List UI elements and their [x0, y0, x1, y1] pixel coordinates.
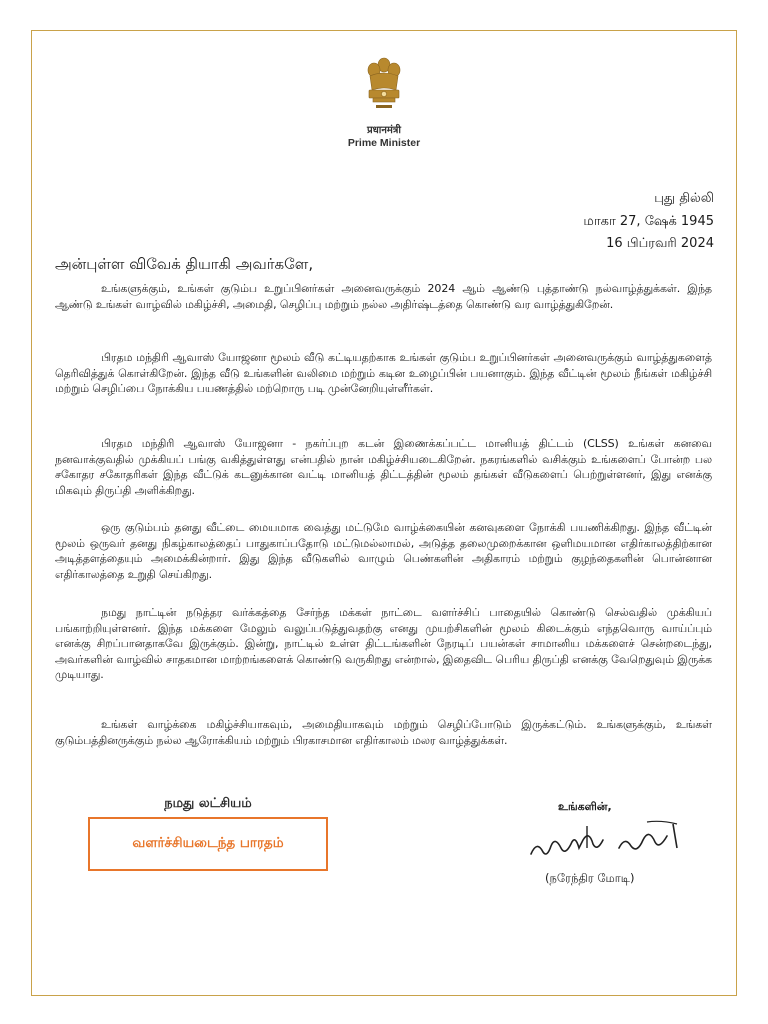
office-title-english: Prime Minister	[347, 137, 421, 149]
place-date-block	[583, 188, 714, 256]
goal-box	[88, 817, 328, 871]
signatory-name: (நரேந்திர மோடி)	[545, 871, 635, 885]
paragraph-6: உங்கள் வாழ்க்கை மகிழ்ச்சியாகவும், அமைதியாகவும் மற்றும் செழிப்போடும் இருக்கட்டும். உங்களுக்கும், உங்கள் குடும்பத்தினருக்கும் நல்ல ஆரோக்கியம் மற்றும் பிரகாசமான எதிர்காலம் மலர வாழ்த்துக்கள்.	[55, 718, 712, 747]
gregorian-date: 16 பிப்ரவரி 2024	[606, 236, 714, 251]
paragraph-4: ஒரு குடும்பம் தனது வீட்டை மையமாக வைத்து மட்டுமே வாழ்க்கையின் கனவுகளை நோக்கி பயணிக்கிறது. இந்த வீட்டின் மூலம் ஒருவர் தனது நிகழ்காலத்தைப் பாதுகாப்பதோடு மட்டுமல்லாமல், அடுத்த தலைமுறைக்கான ஒளிமயமான எதிர்காலத்திற்கான அடித்தளத்தையும் அமைக்கின்றார். இது இந்த வீடுகளில் வாழும் பெண்களின் அதிகாரம் மற்றும் குழந்தைகளின் பொன்னான எதிர்காலத்தை உறுதி செய்கிறது.	[55, 521, 712, 581]
sign-off: உங்களின்,	[558, 800, 612, 813]
goal-title: நமது லட்சியம்	[164, 796, 252, 811]
national-emblem-icon	[359, 56, 409, 114]
city: புது தில்லி	[654, 191, 714, 206]
handwritten-signature	[527, 818, 693, 864]
paragraph-2: பிரதம மந்திரி ஆவாஸ் யோஜனா மூலம் வீடு கட்டியதற்காக உங்கள் குடும்ப உறுப்பினர்கள் அனைவருக்கும் வாழ்த்துகளைத் தெரிவித்துக் கொள்கிறேன். இந்த வீடு உங்களின் வலிமை மற்றும் கடின உழைப்பின் பயனாகும். இந்த வீட்டின் மூலம் நீங்கள் மகிழ்ச்சி மற்றும் செழிப்பை நோக்கிய பயணத்தில் மற்றொரு படி முன்னேறியுள்ளீர்கள்.	[55, 351, 712, 395]
paragraph-5: நமது நாட்டின் நடுத்தர வர்க்கத்தை சேர்ந்த மக்கள் நாட்டை வளர்ச்சிப் பாதையில் கொண்டு செல்வதில் முக்கியப் பங்காற்றியுள்ளனர். இந்த மக்களை மேலும் வலுப்படுத்துவதற்கு எனது முயற்சிகளின் மூலம் கிடைக்கும் எந்தவொரு வாய்ப்பும் எனக்கு சிறப்பானதாகவே இருக்கும். இன்று, நாட்டில் உள்ள திட்டங்களின் நேரடிப் பயன்கள் சாமானிய மக்களைச் சென்றடைந்து, அவர்களின் வாழ்வில் சாதகமான மாற்றங்களைக் கொண்டு வருகிறது என்றால், இதைவிட பெரிய திருப்தி எனக்கு வேறெதுவும் இருக்க முடியாது.	[55, 606, 712, 681]
office-title-hindi: प्रधानमंत्री	[366, 125, 402, 136]
paragraph-1: உங்களுக்கும், உங்கள் குடும்ப உறுப்பினர்கள் அனைவருக்கும் 2024 ஆம் ஆண்டு புத்தாண்டு நல்வாழ்த்துக்கள். இந்த ஆண்டு உங்கள் வாழ்வில் மகிழ்ச்சி, அமைதி, செழிப்பு மற்றும் நல்ல அதிர்ஷ்டத்தை கொண்டு வர வாழ்த்துகிறேன்.	[55, 282, 712, 311]
goal-text: வளர்ச்சியடைந்த பாரதம்	[132, 835, 284, 851]
saka-date: மாகா 27, ஷேக் 1945	[583, 213, 714, 229]
salutation: அன்புள்ள விவேக் தியாகி அவர்களே,	[55, 255, 314, 273]
paragraph-3: பிரதம மந்திரி ஆவாஸ் யோஜனா - நகர்ப்புற கடன் இணைக்கப்பட்ட மானியத் திட்டம் (CLSS) உங்கள் கனவை நனவாக்குவதில் முக்கியப் பங்கு வகித்துள்ளது என்பதில் நான் மகிழ்ச்சியடைகிறேன். நகரங்களில் வசிக்கும் உங்களைப் போன்ற பல சகோதர சகோதரிகள் இந்த வீட்டுக் கடனுக்கான வட்டி மானியத் திட்டத்தின் மூலம் தங்கள் வீடுகளைப் பெற்றுள்ளனர், இது எனக்கு மிகவும் திருப்தி அளிக்கிறது.	[55, 437, 712, 497]
